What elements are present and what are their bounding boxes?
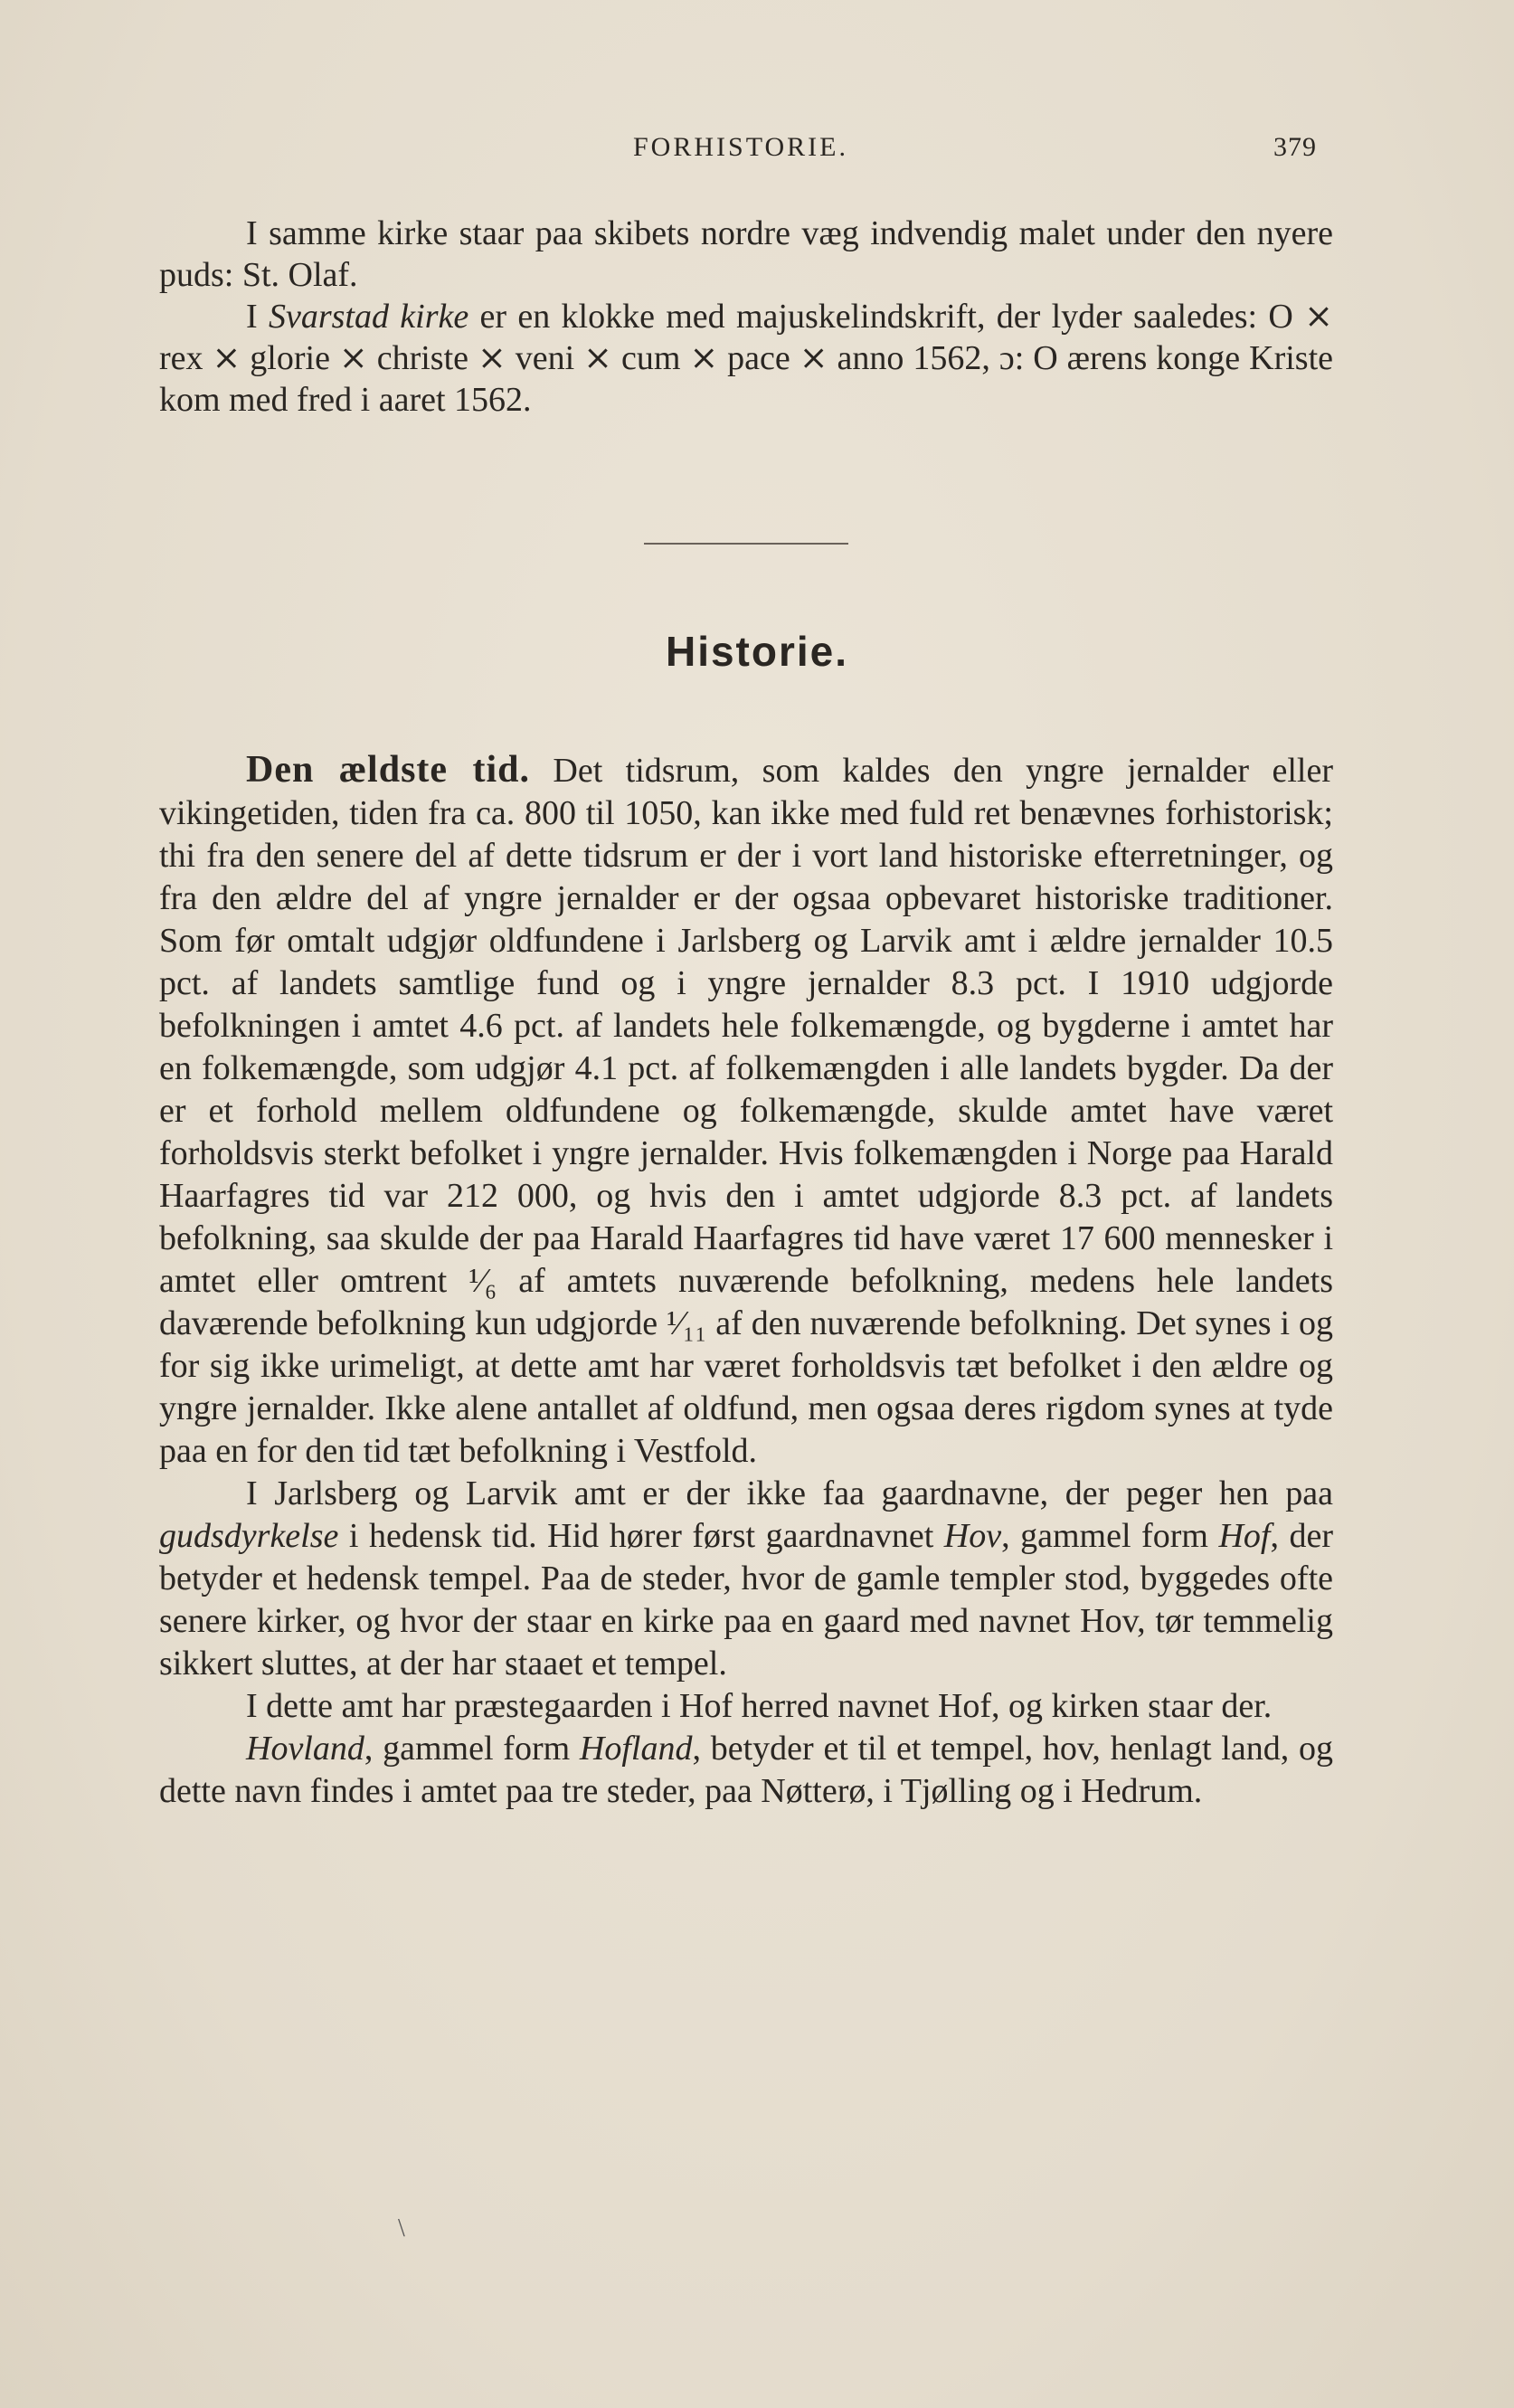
page-number: 379 <box>1273 132 1317 162</box>
emphasis: gudsdyrkelse <box>159 1517 339 1555</box>
paragraph-text: I samme kirke staar paa skibets nordre væg indvendig malet under den nyere puds: St. Olaf. <box>159 214 1333 294</box>
paragraph-farm-names: I Jarlsberg og Larvik amt er der ikke faa gaardnavne, der peger hen paa gudsdyrkelse i hedensk tid. Hid hører først gaardnavnet Hov, gammel form Hof, der betyder et hedensk tempel. Paa de steder, hvor de gamle templer stod, byggedes ofte senere kirker, og hvor der staar en kirke paa en gaard med navnet Hov, tør temmelig sikkert sluttes, at der har staaet et tempel. <box>159 1474 1333 1683</box>
paragraph-hovland: Hovland, gammel form Hofland, betyder et til et tempel, hov, henlagt land, og dette navn findes i amtet paa tre steder, paa Nøtterø, i Tjølling og i Hedrum. <box>159 1730 1333 1810</box>
paragraph-svarstad-bell: I Svarstad kirke er en klokke med majuskelindskrift, der lyder saaledes: O ⨯ rex ⨯ glorie ⨯ christe ⨯ veni ⨯ cum ⨯ pace ⨯ anno 1562, ɔ: O ærens konge Kriste kom med fred i aaret 1562. <box>159 298 1333 419</box>
paragraph-st-olaf <box>159 213 1333 296</box>
emphasis: Hof <box>1218 1517 1271 1555</box>
stray-mark: \ <box>398 2214 405 2242</box>
emphasis: Hovland <box>246 1730 364 1768</box>
sub-heading: Den ældste tid. <box>246 749 530 791</box>
section-title: Historie. <box>665 628 849 675</box>
section-divider <box>644 543 848 545</box>
church-name: Svarstad kirke <box>268 298 469 336</box>
emphasis: Hofland <box>579 1730 693 1768</box>
history-text <box>159 749 1333 1813</box>
emphasis: Hov <box>943 1517 1002 1555</box>
paragraph-oldest-time: Den ældste tid. Det tidsrum, som kaldes den yngre jernalder eller vikingetiden, tiden fra ca. 800 til 1050, kan ikke med fuld ret benævnes forhistorisk; thi fra den senere del af dette tidsrum er der i vort land historiske efterretninger, og fra den ældre del af yngre jernalder er der ogsaa opbevaret historiske traditioner. Som før omtalt udgjør oldfundene i Jarlsberg og Larvik amt i ældre jernalder 10.5 pct. af landets samtlige fund og i yngre jernalder 8.3 pct. I 1910 udgjorde befolkningen i amtet 4.6 pct. af landets hele folkemængde, og bygderne i amtet har en folkemængde, som udgjør 4.1 pct. af folkemængden i alle landets bygder. Da der er et forhold mellem oldfundene og folkemængde, skulde amtet have været forholdsvis sterkt befolket i yngre jernalder. Hvis folkemængden i Norge paa Harald Haarfagres tid var 212 000, og hvis den i amtet udgjorde 8.3 pct. af landets befolkning, saa skulde der paa Harald Haarfagres tid have været 17 600 mennesker i amtet eller omtrent ¹⁄₆ af amtets nuværende befolkning, medens hele landets daværende befolkning kun udgjorde ¹⁄₁₁ af den nuværende befolkning. Det synes i og for sig ikke urimeligt, at dette amt har været forholdsvis tæt befolket i den ældre og yngre jernalder. Ikke alene antallet af oldfund, men ogsaa deres rigdom synes at tyde paa en for den tid tæt befolkning i Vestfold. <box>159 749 1333 1470</box>
paragraph-hof-herred: I dette amt har præstegaarden i Hof herred navnet Hof, og kirken staar der. <box>246 1687 1273 1725</box>
prehistory-text <box>159 213 1333 421</box>
running-title: FORHISTORIE. <box>633 132 848 162</box>
